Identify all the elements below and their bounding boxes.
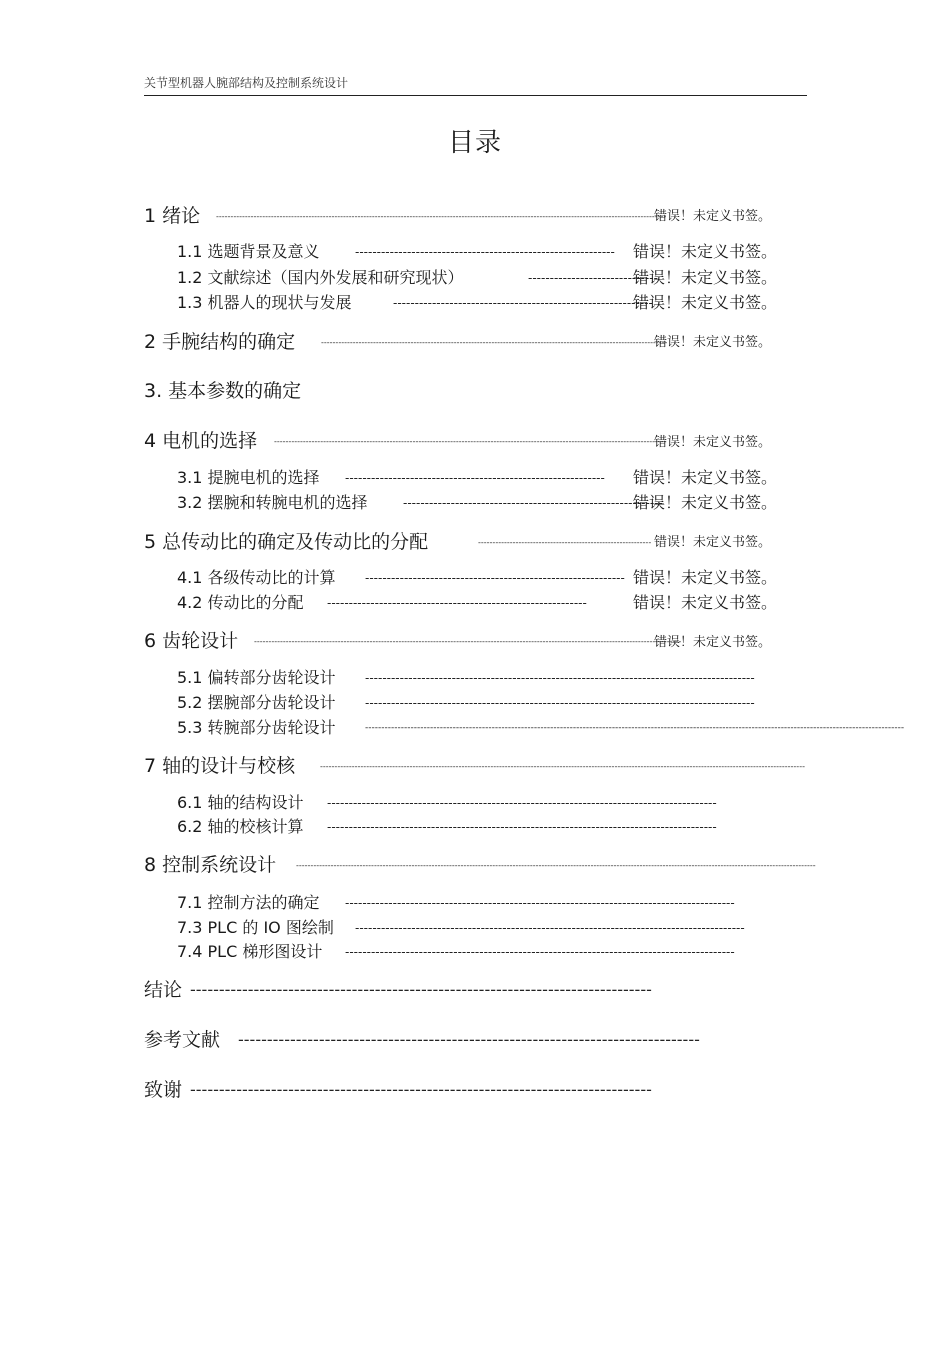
toc-entry-4[interactable] [144,430,667,452]
toc-entry-text: 6.2 轴的校核计算 [177,817,304,836]
toc-entry-text: 5 总传动比的确定及传动比的分配 [144,531,429,553]
toc-leader: ------------------------------------------------------------------------------------------ [355,921,745,935]
toc-entry-text: 5.3 转腕部分齿轮设计 [177,718,336,737]
toc-entry-2[interactable] [144,331,668,353]
toc-entry-text: 4 电机的选择 [144,430,258,452]
toc-leader: -------------------------------------------------------------------------------- [190,1080,652,1099]
toc-leader: ---------------------------------------------------------------------------------------------------------------------------------------- [274,437,667,446]
toc-leader: ------------------------------------------------------------------------------------------------------------------------------------------------------------------------------------ [296,861,816,870]
toc-entry-7-4[interactable] [177,942,735,961]
toc-entry-7[interactable] [144,755,805,777]
running-header: 关节型机器人腕部结构及控制系统设计 [144,76,349,90]
toc-entry-text: 2 手腕结构的确定 [144,331,296,353]
toc-entry-text: 1 绪论 [144,205,201,227]
toc-leader: ------------------------------------------------------------------------------------------ [345,945,735,959]
toc-entry-text: 5.2 摆腕部分齿轮设计 [177,693,336,712]
toc-entry-text: 3.1 提腕电机的选择 [177,468,320,487]
toc-entry-3[interactable] [144,382,301,401]
toc-leader: -------------------------------------------------------------------------------- [238,1030,700,1049]
toc-page-ref: 错误！未定义书签。 [633,242,778,261]
toc-entry-4-2[interactable] [177,593,587,612]
toc-leader: ------------------------------------------------------------------------------------------ [345,896,735,910]
toc-leader: ---------------------------------------------------------------------------------------------------------------------------------------------------- [254,637,682,646]
toc-entry-text: 致谢 [144,1079,183,1101]
toc-title: 目录 [447,128,502,158]
toc-entry-text: 3.2 摆腕和转腕电机的选择 [177,493,368,512]
toc-entry-3-1[interactable] [177,468,605,487]
toc-leader: -------------------------------------------------------------------------------- [190,980,652,999]
toc-page-ref: 错误！未定义书签。 [654,535,772,550]
toc-entry-text: 1.3 机器人的现状与发展 [177,293,352,312]
toc-entry-6-2[interactable] [177,817,717,836]
toc-entry-acknowledgements[interactable] [144,1079,652,1101]
toc-leader: ------------------------------------------------------------ [365,571,625,585]
toc-entry-references[interactable] [144,1029,700,1051]
toc-entry-text: 5.1 偏转部分齿轮设计 [177,668,336,687]
toc-entry-7-3[interactable] [177,918,745,937]
toc-entry-4-1[interactable] [177,568,625,587]
toc-entry-text: 6.1 轴的结构设计 [177,793,304,812]
toc-entry-text: 参考文献 [144,1029,221,1051]
toc-entry-5-1[interactable] [177,668,755,687]
toc-leader: ------------------------------------------------------------ [393,296,653,310]
toc-entry-6[interactable] [144,630,682,652]
toc-page-ref: 错误！未定义书签。 [654,335,772,350]
toc-entry-conclusion[interactable] [144,979,652,1001]
toc-entry-text: 7.3 PLC 的 IO 图绘制 [177,918,334,937]
toc-entry-text: 1.2 文献综述（国内外发展和研究现状） [177,268,464,287]
toc-page-ref: 错误！未定义书签。 [654,435,772,450]
toc-entry-6-1[interactable] [177,793,717,812]
toc-page-ref: 错误！未定义书签。 [633,493,778,512]
toc-leader: ---------------------------------------------------------------------------------------------------------------------------------------------------------------------- [365,723,905,733]
toc-entry-1-3[interactable] [177,293,653,312]
toc-entry-text: 3. 基本参数的确定 [144,380,302,402]
toc-leader: ------------------------------------------------------------------------------------------------------------------------ [321,338,668,347]
toc-page-ref: 错误！未定义书签。 [654,635,772,650]
toc-leader: ------------------------------------------------------------------------------------------ [327,796,717,810]
toc-entry-8[interactable] [144,854,816,876]
toc-entry-1-2[interactable] [177,268,658,287]
toc-leader: ------------------------------------------------------------ [478,538,652,547]
toc-leader: ------------------------------------------------------------------------------------------ [365,671,755,685]
toc-page-ref: 错误！未定义书签。 [633,593,778,612]
toc-entry-5[interactable] [144,531,652,553]
toc-leader: ------------------------------------------------------------ [403,496,663,510]
toc-entry-5-3[interactable] [177,718,905,737]
toc-leader: ------------------------------------------------------------------------------------------------------------------------------------------------------------------------ [320,762,805,771]
toc-entry-text: 6 齿轮设计 [144,630,239,652]
toc-entry-text: 7 轴的设计与校核 [144,755,296,777]
toc-entry-3-2[interactable] [177,493,663,512]
toc-leader: ------------------------------------------------------------ [345,471,605,485]
toc-leader: ------------------------------------------------------------ [327,596,587,610]
toc-leader: ------------------------------------------------------------------------------------------ [327,820,717,834]
toc-leader: ------------------------------------------------------------ [355,245,615,259]
toc-leader: ------------------------------------------------------------------------------------------ [365,696,755,710]
toc-entry-text: 8 控制系统设计 [144,854,277,876]
toc-entry-text: 1.1 选题背景及意义 [177,242,320,261]
toc-entry-text: 7.4 PLC 梯形图设计 [177,942,323,961]
toc-page-ref: 错误！未定义书签。 [654,209,772,224]
toc-page-ref: 错误！未定义书签。 [633,468,778,487]
header-divider [144,95,807,96]
toc-leader: ------------------------------ [528,271,658,285]
toc-entry-7-1[interactable] [177,893,735,912]
toc-entry-5-2[interactable] [177,693,755,712]
toc-entry-text: 4.1 各级传动比的计算 [177,568,336,587]
toc-page-ref: 错误！未定义书签。 [633,268,778,287]
toc-entry-text: 7.1 控制方法的确定 [177,893,320,912]
toc-page-ref: 错误！未定义书签。 [633,293,778,312]
toc-entry-1[interactable] [144,205,667,227]
toc-entry-1-1[interactable] [177,242,615,261]
toc-leader: ------------------------------------------------------------------------------------------------------------------------------------------------------------ [216,212,667,221]
toc-entry-text: 4.2 传动比的分配 [177,593,304,612]
toc-page-ref: 错误！未定义书签。 [633,568,778,587]
toc-entry-text: 结论 [144,979,183,1001]
